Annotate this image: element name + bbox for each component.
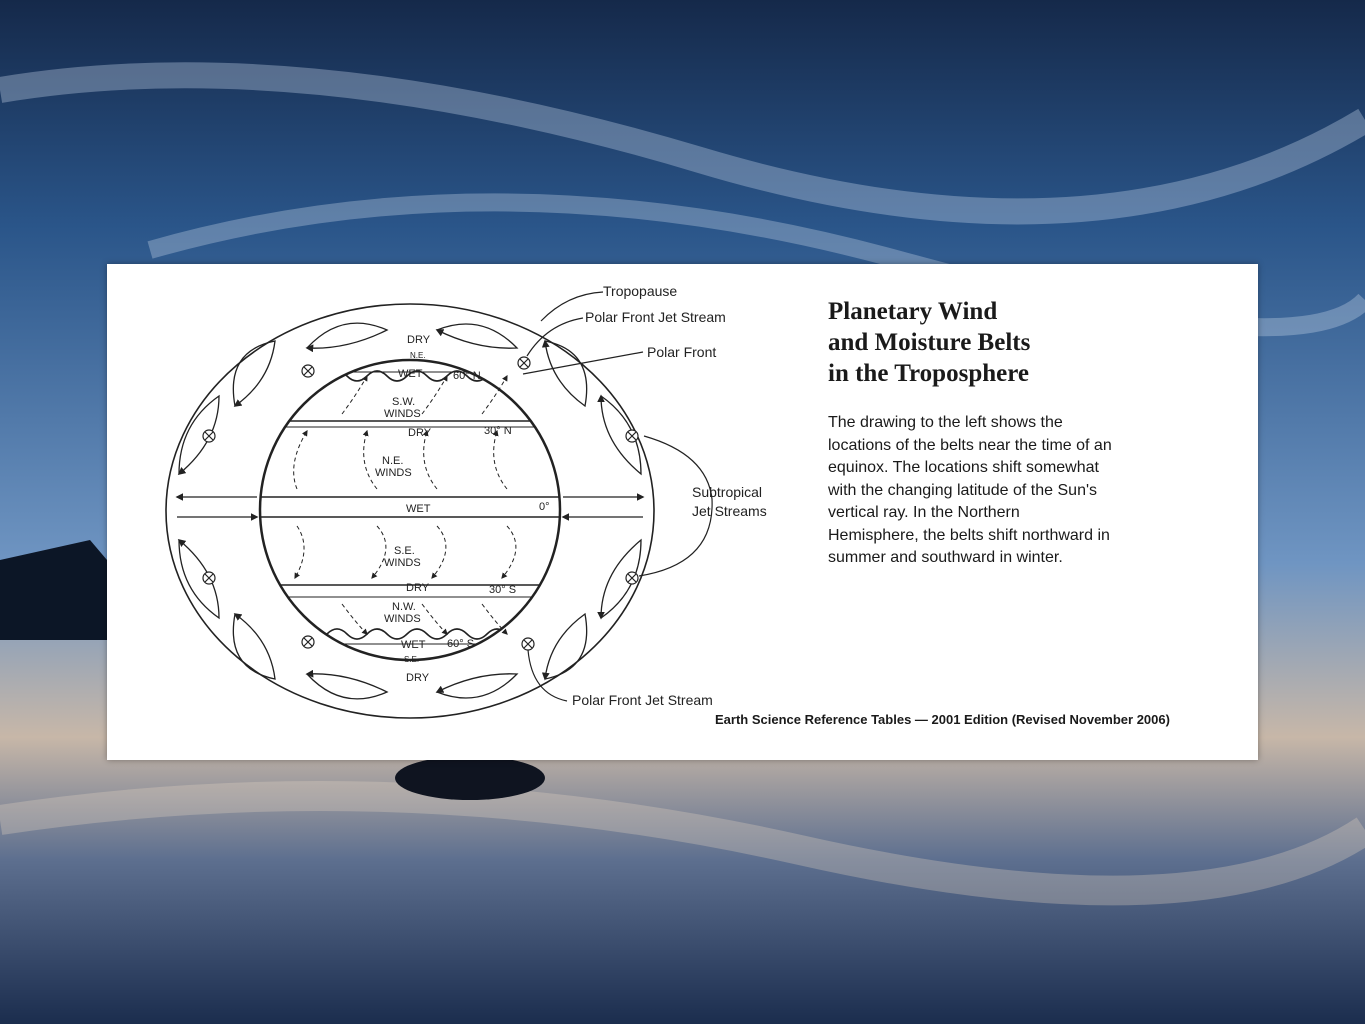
winds-sw-1: S.W.	[392, 396, 416, 408]
winds-se-1: S.E.	[394, 545, 415, 557]
belt-wet-60s: WET	[401, 639, 426, 651]
slide-description: The drawing to the left shows the locations of the belts near the time of an equinox. The locations shift somewhat with the changing latitude of the Sun's vertical ray. In the Northern Hemisphere, the belts shift northward in summer and southward in winter.	[828, 414, 1112, 566]
winds-sw-2: WINDS	[384, 408, 421, 420]
lat-0: 0°	[539, 501, 550, 513]
lat-30n: 30° N	[484, 425, 512, 437]
winds-nw-2: WINDS	[384, 613, 421, 625]
lat-60s: 60° S	[447, 638, 475, 650]
belt-wet-60n: WET	[398, 368, 423, 380]
lat-30s: 30° S	[489, 584, 517, 596]
winds-se-2: WINDS	[384, 557, 421, 569]
winds-nw-1: N.W.	[392, 601, 416, 613]
label-subtropical-2: Jet Streams	[692, 503, 767, 519]
belt-ne-top: N.E.	[410, 351, 426, 360]
label-subtropical-1: Subtropical	[692, 484, 763, 500]
label-polar-front: Polar Front	[647, 344, 717, 360]
winds-ne-2: WINDS	[375, 467, 412, 479]
winds-ne-1: N.E.	[382, 455, 404, 467]
label-tropopause: Tropopause	[603, 283, 678, 299]
belt-dry-bottom: DRY	[406, 672, 430, 684]
diagram-card	[107, 264, 1258, 760]
belt-dry-top: DRY	[407, 334, 431, 346]
label-polar-front-jet-bottom: Polar Front Jet Stream	[572, 692, 713, 708]
lat-60n: 60° N	[453, 370, 481, 382]
belt-dry-30n: DRY	[408, 427, 432, 439]
slide-footer: Earth Science Reference Tables — 2001 Edition (Revised November 2006)	[715, 712, 1170, 727]
slide-title: Planetary Wind and Moisture Belts in the Troposphere	[828, 298, 1031, 387]
belt-dry-30s: DRY	[406, 582, 430, 594]
belt-se-bottom: S.E.	[404, 655, 420, 664]
belt-wet-eq: WET	[406, 503, 431, 515]
label-polar-front-jet-top: Polar Front Jet Stream	[585, 309, 726, 325]
